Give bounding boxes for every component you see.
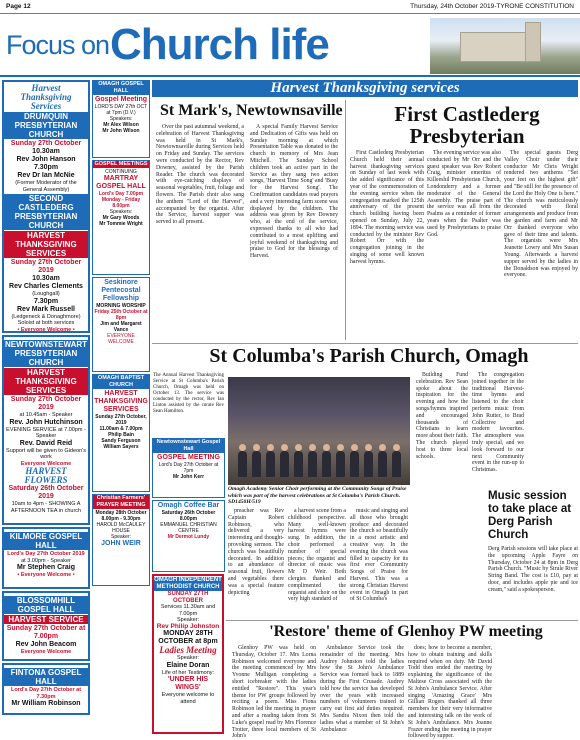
masthead	[0, 16, 580, 74]
drumquin-ad	[2, 80, 90, 333]
fintona-ad	[2, 663, 90, 715]
speaker: Rev Philip Johnston	[156, 622, 220, 630]
castlederg-headline-2: Presbyterian	[409, 124, 525, 148]
service-date: Friday 25th October at 8pm	[94, 309, 148, 321]
stcolumba-body-col2: a harvest scene from a childhood perspective. Many well-known harvest hymns were sung. In addition, the choir performed a number of special pieces; the organist and director of music was Mr D Weir. Both clergies thanked and complimented the organist and choir on the very high standard of	[288, 508, 346, 603]
speaker-note: (Loughgall)	[32, 291, 60, 297]
welcome-text: Everyone welcome to attend	[161, 692, 215, 705]
stmarks-body-col1: Over the past autumnal weekend, a celebration of Harvest Thanksgiving was held in St Mark's, Newtownsaville during Services held on Friday and Sunday. The services were conducted by the Rector, Rev Downey, assisted by the Parish Reader. The church was decorated with eye-catching displays of seasonal vegetables, fruit, foliage and flowers. The Parish choir also sang the anthem "Lord of the Harvest", accompanied by the organist. After the Service, harvest supper was served to all present.	[156, 124, 244, 226]
church-name: FINTONA GOSPEL HALL	[4, 668, 88, 686]
left-ad-column	[2, 80, 90, 735]
speaker: Mr John Wilson	[102, 128, 140, 134]
service-line: LORD'S DAY 27th OCT at 7pm (D.V.)	[94, 104, 148, 116]
event-date: Saturday 26th October 2019	[8, 485, 84, 500]
christian-farmers-ad	[92, 494, 150, 586]
speaker-note: (Ledgeneck & Donaghmore)	[11, 313, 81, 320]
stcolumba-body-col1: preacher was Rev Captain Robert Robinson, who delivered a very interesting and thought-provoking sermon. The church was beautifully decorated. In addition to an abundance of seasonal fruit, flowers and vegetables there was a special feature depicting	[228, 508, 284, 596]
column-divider	[345, 100, 346, 340]
speaker-label: Speaker:	[176, 655, 199, 661]
masthead-rule	[0, 75, 580, 77]
speaker-label: Speakers:	[109, 116, 133, 122]
ad-subtitle: CONTINUING	[105, 169, 137, 175]
service-time: Monday - Friday 8.00pm	[101, 197, 141, 209]
speaker: William Sayers	[103, 444, 139, 450]
speaker: Rev Charles Clements	[9, 283, 83, 290]
service-line: MORNING WORSHIP	[96, 303, 146, 309]
speaker: Rev John Beacom	[15, 641, 77, 648]
castlederg-body-col3: The special guests Derg Valley Choir under their conductor Mr Chris Wright rendered two anthems "Set your feet on the highest gift" and "Be still for the presence of the Lord the Holy One is here." The church was meticulously decorated with floral arrangements and produce from the garden and farm and Mr Orr thanked everyone who gave of their time and talents. The organists were Mrs Jeanette Lowry and Mrs Susan Young. Afterwards a harvest supper served by the ladies in the Donaldson was enjoyed by everyone.	[504, 150, 578, 279]
speaker: Jim and Margaret Vance	[100, 321, 142, 333]
ad-header: Newtownstewart Gospel Hall	[153, 439, 224, 453]
service-date: Lord's Day 27th October 2019	[7, 551, 85, 557]
speaker-label: Speaker:	[110, 534, 131, 540]
talk-topic: Life of her Testimony:	[161, 669, 215, 676]
ad-subtitle: HARVEST THANKSGIVING SERVICES	[4, 231, 88, 258]
event-date: Monday 28th October	[95, 510, 147, 516]
welcome-text: Everyone Welcome	[20, 649, 72, 655]
speaker-note: (Former Moderator of the General Assembly)	[15, 180, 77, 193]
ad-title: HARVEST THANKSGIVING SERVICES	[94, 390, 148, 413]
stcolumba-intro: The Annual Harvest Thanksgiving Service at St Columba's Parish Church, Omagh was held on October 13. The service was conducted by the rector, Rev Ian Linton assisted by the curate Rev Sean Hamilton.	[153, 373, 224, 414]
speaker: Mr William Robinson	[11, 700, 81, 707]
speaker: Rev Mark Russell	[17, 305, 75, 313]
church-name: BLOSSOMHILL GOSPEL HALL	[4, 596, 88, 614]
talk-quote: 'UNDER HIS WINGS'	[167, 676, 209, 691]
ad-title: Ladies Meeting	[159, 645, 217, 655]
ad-title: HARVEST FLOWERS	[24, 466, 68, 485]
seskinore-ad	[92, 277, 150, 372]
stcolumba-body-col3b: music and singing and all those who brought produce and decorated the church so beautifully in a most artistic and creative way. In the evening the church was filled to capacity for its first ever Community Songs of Praise for Harvest. This was a strong Christian Harvest event in Omagh in part of St Columba's	[350, 508, 409, 603]
ad-title: Gospel Meeting	[94, 96, 148, 103]
issue-date: Thursday, 24th October 2019-TYRONE CONSTITUTION	[410, 3, 574, 10]
event-date: MONDAY 28TH OCTOBER at 8pm	[158, 630, 218, 645]
masthead-title: Church life	[110, 20, 329, 69]
stmarks-headline: St Mark's, Newtownsaville	[160, 102, 343, 119]
ad-title: Services	[30, 101, 62, 111]
ad-header: OMAGH BAPTIST CHURCH	[93, 375, 149, 389]
service-date: Sunday 27th October at 7.00pm	[6, 625, 86, 640]
church-name: NEWTOWNSTEWART PRESBYTERIAN CHURCH	[4, 340, 88, 367]
event-time: 8.00pm - 9.30pm	[101, 516, 141, 522]
service-time: 11.00am & 7.00pm	[99, 426, 143, 432]
page-header	[0, 0, 580, 14]
ad-title: Omagh Coffee Bar	[157, 502, 220, 509]
event-time: 8.00pm	[179, 516, 198, 522]
church-name: OMAGH INDEPENDENT METHODIST CHURCH	[154, 577, 222, 590]
speaker: Mr Stephen Craig	[17, 564, 75, 571]
service-line: Lord's Day 27th October at 7pm	[158, 462, 219, 474]
venue: HAROLD McCAULEY HOUSE	[96, 522, 146, 534]
church-name: SECOND CASTLEDERG PRESBYTERIAN CHURCH	[4, 194, 88, 230]
speaker-label: Speakers:	[109, 209, 133, 215]
castlederg-body-col2: The evening service was also conducted by Mr Orr and the guest speaker was Rev Robert Craig, minister emeritus of Killeeshil Presbyterian Church, Londonderry and a former moderator of the General Assembly. The praise part of the service was all from the Psalms as a reminder of former years when the Psalter was used by Presbyterians to praise God.	[427, 150, 501, 238]
ad-subtitle: HARVEST THANKSGIVING SERVICES	[4, 368, 88, 395]
stcolumba-body-col4: The congregation joined together in the traditional Harvest-time hymns and listened to the choir perform music from John Rutter, to Brad Collective and modern favourites. The atmosphere was truly special, and we look forward to our next Community event in the run-up to Christmas.	[472, 372, 524, 474]
second-ad-column	[92, 80, 150, 735]
omagh-gospel-hall-ad	[92, 80, 150, 158]
glenhoy-body-col3: does; how to become a member, how to obtain training and skills required when on duty. Mr David Todd then ended the meeting by explaining the significance of the Maltese Cross associated with the St John's Ambulance Service. After singing 'Amazing Grace' Mrs Gillian Rogers thanked all three members for their very informative and interesting talk on the work of St John's Ambulance. Mrs Joanne Frazer ending the meeting in prayer followed by supper.	[408, 645, 492, 740]
service-date: SUNDAY 27TH OCTOBER	[167, 591, 209, 604]
stmarks-body-col2: A special Family Harvest Service and Dedication of Gifts was held on Sunday morning at which Presentation Table was donated to the church in memory of Mrs Jean Mitchell. The Sunday School children took an active part in the Service as they sang two action songs, 'Harvest Time Song' and 'Busy for the Harvest Song'. The Confirmation candidates read prayers and a very interesting farm scene was displayed by the children. The address was given by Rev Downey who, at the end of the service, expressed thanks to all who had contributed to a most uplifting and joyful weekend of thanksgiving and praise to God for the blessings of Harvest.	[250, 124, 338, 260]
service-line: at 10.45am - Speaker	[19, 412, 73, 418]
ad-header: GOSPEL MEETINGS	[94, 161, 148, 167]
blossomhill-ad	[2, 591, 90, 661]
speaker: Elaine Doran	[166, 661, 210, 669]
welcome-text: EVERYONE WELCOME	[107, 333, 135, 345]
service-line: at 3.00pm - Speaker	[21, 557, 71, 564]
castlederg-headline-1: First Castlederg	[394, 102, 540, 126]
church-name: DRUMQUIN PRESBYTERIAN CHURCH	[4, 112, 88, 139]
service-date: Sunday 27th October, 2019	[95, 414, 147, 426]
masthead-focus: Focus on	[6, 30, 110, 60]
ad-title: Seskinore Pentecostal Fellowship	[101, 279, 141, 302]
church-name: KILMORE GOSPEL HALL	[4, 532, 88, 550]
welcome-text: Everyone Welcome	[20, 460, 72, 467]
speaker: JOHN WEIR	[101, 540, 141, 547]
speaker: Mr Gary Woods	[102, 215, 140, 221]
speaker: Rev Dr Ian McNie	[17, 172, 75, 179]
speaker-label: Speaker:	[176, 617, 199, 623]
service-date: Sunday 27th October 2019	[10, 259, 82, 274]
ad-note: 10am to 4pm - SHOWING A AFTERNOON TEA in church	[10, 501, 82, 514]
service-date: Sunday 27th October	[10, 140, 82, 147]
omagh-baptist-ad	[92, 374, 150, 492]
martray-ad	[92, 160, 150, 275]
speaker: Mr Dermot Lundy	[167, 534, 210, 540]
event-date: Saturday 26th October	[161, 510, 216, 516]
section-divider	[152, 343, 578, 344]
glenhoy-body-col1: Glenhoy PW was held on Thursday, October 17. Mrs Lorna Robinson welcomed everyone and the meeting commenced by Mrs Yvonne Mulligan completing a short icebreaker with the ladies entitled "Restore". This year's theme for PW groups followed by reciting a poem. Miss Fiona Robinson led the meeting in prayer and after a reading taken from St Luke's gospel read by Mrs Florence Trotter, three local members of St John's	[232, 645, 316, 740]
photo-caption: Omagh Academy Senior Choir performing at the Community Songs of Praise which was part of the harvest celebrations at St Columba's Parish Church. SD1450H/519	[228, 486, 407, 505]
page-number: Page 12	[6, 3, 31, 10]
service-time: 10.30am	[32, 275, 60, 282]
speaker: Sandy Ferguson	[101, 438, 141, 444]
ad-header: OMAGH GOSPEL HALL	[93, 81, 149, 95]
service-time: Services 11.30am and 7.00pm	[160, 604, 216, 617]
service-time: Lord's Day 7.00pm	[98, 191, 144, 197]
ad-header: Christian Farmers' PRAYER MEETING	[93, 495, 149, 509]
kilmore-ad	[2, 527, 90, 589]
newtownstewart-gospel-ad	[152, 438, 225, 498]
ad-title: Harvest	[31, 83, 61, 93]
ad-title: GOSPEL MEETING	[157, 454, 220, 461]
venue: EMMANUEL CHRISTIAN CENTRE	[160, 522, 217, 534]
speaker: Rev. David Reid	[19, 439, 73, 447]
speaker: Philip Bain	[108, 432, 134, 438]
welcome-text: • Everyone Welcome •	[17, 572, 75, 578]
service-time: 7.30pm	[33, 297, 59, 305]
service-time: 7.30pm	[33, 164, 59, 171]
ad-note: Support will be given to Gideon's work	[6, 447, 86, 460]
omagh-coffee-bar-ad	[152, 500, 225, 572]
ad-subtitle: HARVEST SERVICE	[4, 615, 88, 624]
service-time: 10.30am	[32, 148, 60, 155]
service-date: Lord's Day 27th October at 7.30pm	[10, 687, 82, 700]
ad-note: Soloist at both services	[17, 320, 75, 326]
ad-title: Thanksgiving	[20, 92, 72, 102]
speaker: Rev. John Hutchinson	[9, 418, 83, 426]
omagh-independent-methodist-ad	[152, 574, 224, 734]
speaker: Rev John Hanson	[16, 156, 76, 163]
music-headline: Music session to take place at Derg Parish Church	[488, 490, 572, 541]
glenhoy-headline: 'Restore' theme of Glenhoy PW meeting	[269, 623, 543, 640]
speaker: Mr Tommie Wright	[99, 221, 143, 227]
music-session-article	[488, 490, 578, 616]
section-divider	[226, 620, 578, 621]
music-body: Derg Parish sessions will take place at the upcoming Apple Fayre on Thursday, October 24 at 8pm in Derg Parish Church. "Music by Strule River String Band. The cost is £10, pay at door, and includes apple pie and ice cream," said a spokesperson.	[488, 546, 578, 593]
glenhoy-body-col2: Ambulance Service took the remainder of the meeting. Mrs Audrey Johnston told the ladies how the St John's Ambulance Service was formed back to 1889 during the First Crusade. Audrey told how the service has developed over the years with increased numbers of volunteers trained to carry out first aid duties required. Mrs Sandra Nixon then told the ladies what a member of St John's Ambulance	[320, 645, 404, 733]
stcolumba-headline: St Columba's Parish Church, Omagh	[209, 345, 529, 367]
speaker: Mr John Kerr	[172, 474, 205, 480]
section-banner: Harvest Thanksgiving services	[152, 80, 578, 97]
ad-title: MARTRAY GOSPEL HALL	[96, 175, 146, 190]
masthead-church-photo	[430, 18, 580, 74]
speaker: Mr Alex Wilson	[103, 122, 139, 128]
welcome-text: • Everyone Welcome •	[17, 326, 75, 333]
stcolumba-body-col3: Building Fund celebration. Rev Sean spoke about the inspiration for the evening and how the songs/hymns inspired and encouraged thousands of Christians to learn more about their faith. The church played host to three local schools.	[416, 372, 468, 460]
service-date: Sunday 27th October 2019	[10, 396, 82, 411]
service-line: EVENING SERVICE at 7.00pm - Speaker	[6, 426, 86, 439]
newtownstewart-ad	[2, 335, 90, 525]
choir-photo	[228, 377, 410, 485]
castlederg-body-col1: First Castlederg Presbyterian Church held their annual harvest thanksgiving services on Sunday of last week with the added significance of this year of the commemoration of the evening service when the congregation marked the 125th anniversary of the present church building having been opened on Sunday, July 22, 1894. The morning service was conducted by the minister Rev Robert Orr with the congregation joining in the singing of some well known harvest hymns.	[350, 150, 424, 265]
